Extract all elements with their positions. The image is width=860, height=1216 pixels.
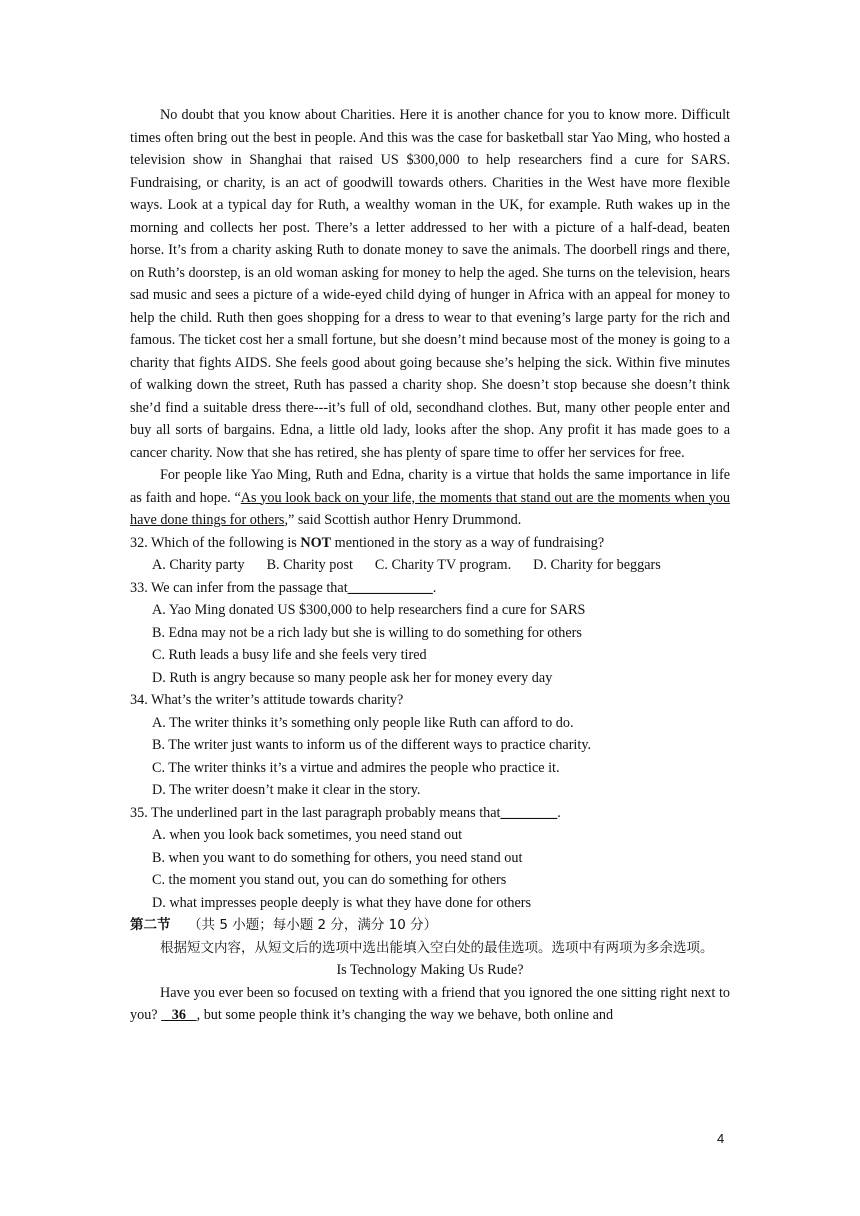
section-2-title: 第二节 [130,917,171,933]
blank-36: 36 [161,1007,197,1023]
option-32-d: D. Charity for beggars [533,557,661,573]
paragraph-2-attribution: ,” said Scottish author Henry Drummond. [284,512,522,528]
question-33-end: . [432,579,437,596]
question-33-text: 33. We can infer from the passage that [130,579,348,596]
section-2-instruction: 根据短文内容，从短文后的选项中选出能填入空白处的最佳选项。选项中有两项为多余选项。 [160,939,714,956]
question-32-options [152,554,730,577]
option-35-d: D. what impresses people deeply is what they have done for others [152,894,532,911]
option-34-c: C. The writer thinks it’s a virtue and admires the people who practice it. [152,759,560,776]
article-text-end: , but some people think it’s changing the way we behave, both online and [196,1007,614,1023]
option-33-c: C. Ruth leads a busy life and she feels very tired [152,647,427,663]
question-35-stem [130,802,730,825]
question-32-stem [130,532,730,555]
question-33-stem [130,577,730,600]
underlined-quote: As you look back on your life, the moments that stand out are the moments when you have done things for others [130,489,730,528]
question-35-end: . [557,804,561,821]
passage-paragraph-2 [130,464,730,532]
option-32-a: A. Charity party [152,557,245,573]
option-33-b: B. Edna may not be a rich lady but she is willing to do something for others [152,624,582,641]
passage-paragraph-1: No doubt that you know about Charities. Here it is another chance for you to know more. Difficult times often bring out the best in people. And this was the case for basketball star Yao Ming, who hosted a television show in Shanghai that raised US $300,000 to help researchers find a cure for SARS. Fundraising, or charity, is an act of goodwill towards others. Charities in the West have more flexible ways. Look at a typical day for Ruth, a wealthy woman in the UK, for example. Ruth wakes up in the morning and collects her post. There’s a letter addressed to her with a picture of a half-dead, beaten horse. It’s from a charity asking Ruth to donate money to save the animals. The doorbell rings and there, on Ruth’s doorstep, is an old woman asking for money to help the aged. She turns on the television, hears sad music and sees a picture of a wide-eyed child dying of hunger in Africa with an appeal for money to help the child. Ruth then goes shopping for a dress to wear to that evening’s large party for the rich and famous. The ticket cost her a small fortune, but she doesn’t mind because most of the money is going to a charity that fights AIDS. She feels good about going because she’s helping the sick. Within five minutes of walking down the street, Ruth has passed a charity shop. She doesn’t stop because she doesn’t think she’d find a suitable dress there---it’s full of old, secondhand clothes. But, many other people enter and buy all sorts of bargains. Edna, a little old lady, looks after the shop. Any profit it has made goes to a cancer charity. Now that she has retired, she has plenty of spare time to offer her services for free. [130,107,730,461]
page-number: 4 [717,1131,725,1146]
option-34-b: B. The writer just wants to inform us of the different ways to practice charity. [152,737,592,753]
page-content [130,104,730,1027]
article-title: Is Technology Making Us Rude? [336,962,524,978]
option-32-c: C. Charity TV program. [374,557,512,573]
option-35-c: C. the moment you stand out, you can do something for others [152,872,507,888]
option-34-d: D. The writer doesn’t make it clear in the story. [152,782,421,798]
article-paragraph-1 [130,982,730,1027]
answer-blank: ________ [500,804,558,821]
answer-blank: ____________ [347,579,433,596]
question-34-stem: 34. What’s the writer’s attitude towards charity? [130,692,404,708]
question-32-emphasis: NOT [300,534,332,551]
option-33-d: D. Ruth is angry because so many people ask her for money every day [152,669,553,686]
option-33-a: A. Yao Ming donated US $300,000 to help researchers find a cure for SARS [152,602,586,618]
section-2-scoring: （共 5 小题；每小题 2 分，满分 10 分） [188,917,438,933]
option-35-b: B. when you want to do something for others, you need stand out [152,849,523,866]
question-35-text: 35. The underlined part in the last paragraph probably means that [130,804,501,821]
question-32-text: 32. Which of the following is [130,534,301,551]
option-32-b: B. Charity post [266,557,353,573]
article-text: Have you ever been so focused on texting with a friend that you ignored the one sitting right next to you? [130,984,730,1023]
paragraph-2-text: For people like Yao Ming, Ruth and Edna, charity is a virtue that holds the same importance in life as faith and hope. “ [130,467,730,506]
option-34-a: A. The writer thinks it’s something only people like Ruth can afford to do. [152,714,574,731]
section-2-heading [130,914,730,937]
option-35-a: A. when you look back sometimes, you need stand out [152,827,463,843]
question-32-text-end: mentioned in the story as a way of fundraising? [331,534,605,551]
